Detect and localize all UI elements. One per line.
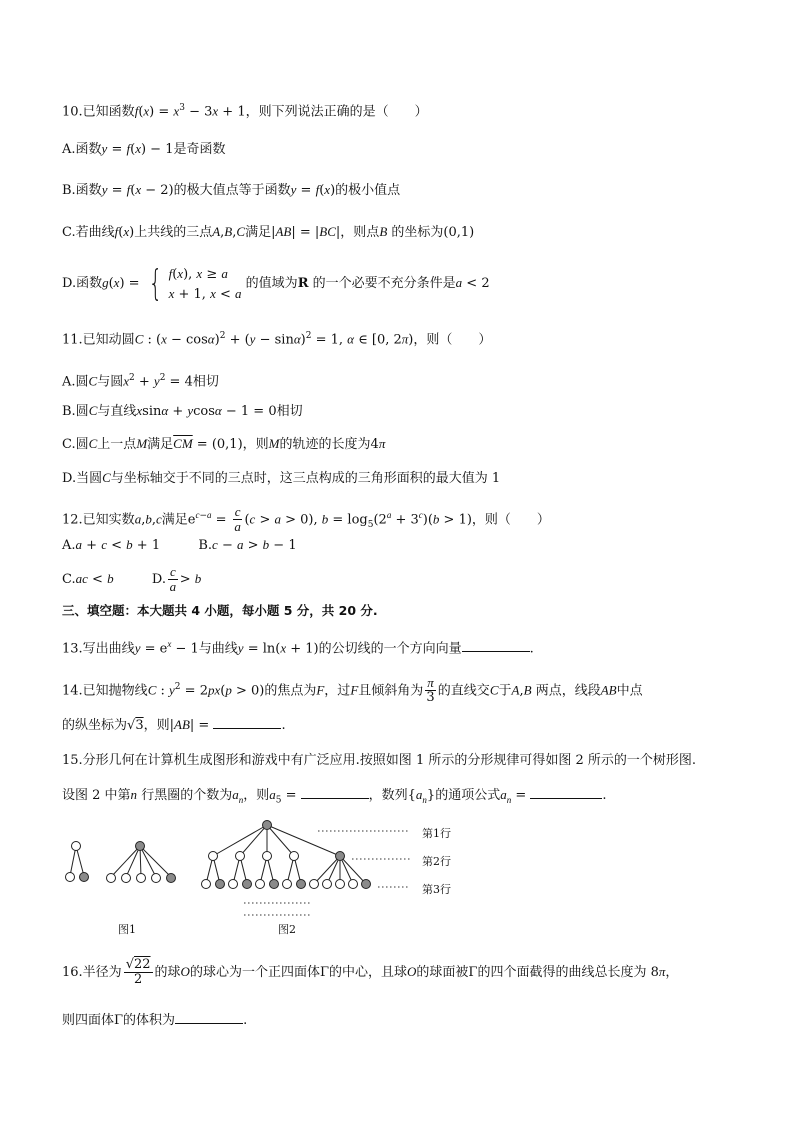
q16-line2: 则四面体Γ的体积为 . [62,1013,248,1028]
q11-stem: 11.已知动圆C : $(x - \cos\alpha)^2 + (y - \sin\alpha)^2 = 1$, α ∈ [0, 2π)，则（ ） [62,331,492,348]
q16-text2: 的球 [154,965,181,980]
q11-stem-text: 11.已知动圆 [62,332,135,348]
q12-options-ab: A.a + c < b + 1 B.c − a > b − 1 [62,537,297,553]
q11-stem-tail: ，则（ ） [413,332,492,348]
q10-d-label: D.函数 [62,276,103,291]
q10-c-text3: ，则点 [340,225,380,240]
q13-text3: 的公切线的一个方向向量 [318,641,462,657]
q14-line1: 14.已知抛物线C : $y^2 = 2px(p > 0)$的焦点为F，过F且倾斜角为 $\frac{\pi}{3}$ 的直线交C于A,B 两点，线段AB中点 [62,675,643,706]
q10-stem-text: 10.已知函数 [62,104,135,120]
q11-b-text: 与直线 [97,404,137,419]
q16-text5: 的球面被 [416,965,469,980]
q12-b-label: B. [198,538,213,553]
q16-line1: 16.半径为 $\frac{√22}{2}$ 的球O的球心为一个正四面体Γ的中心，且球O的球面被Γ的四个面截得的曲线总长度为 8π， [62,957,679,987]
figure-row-1-label: 第1行 [422,827,451,840]
q12-c-label: C. [62,572,76,587]
q15-text3: ，则 [243,788,270,803]
figure-1-circles [66,842,176,883]
q10-c-tail: 的坐标为 [391,225,444,240]
q12-stem-text: 12.已知实数 [62,512,135,528]
figure-row-3-label: 第3行 [422,883,451,896]
q10-b-text: 的极大值点等于函数 [173,183,291,198]
q11-option-b: B.圆C与直线xsinα + ycosα − 1 = 0相切 [62,403,303,419]
q11-b-tail: 相切 [276,404,303,419]
q12-d-label: D. [151,572,166,587]
figure-row-2-label: 第2行 [422,855,451,868]
q12-options-cd: C.ac < b D. $\frac{c}{a}$ > b [62,564,202,594]
q16-text: 16.半径为 [62,965,122,980]
q10-b-tail: 的极小值点 [335,183,401,198]
q11-option-c: C.圆C上一点M满足$\overline{CM} = (0,1)$，则M的轨迹的长度为4π [62,436,386,452]
q12-a-label: A. [62,538,76,553]
q16-answer-blank[interactable] [175,1011,243,1024]
q14-text10: ，则 [143,718,170,733]
q10-option-b: B.函数y = f(x − 2)的极大值点等于函数y = f(x)的极小值点 [62,182,401,198]
q12-stem-text2: 满足 [161,512,188,528]
q11-c-text: 上一点 [97,437,137,452]
q14-line2: 的纵坐标为√3，则|AB| = . [62,717,286,733]
q14-answer-blank[interactable] [213,716,281,729]
q13-text: 13.写出曲线 [62,641,135,657]
q11-option-a: A.圆C与圆$x^2 + y^2 = 4$相切 [62,373,219,390]
q15-line1: 15.分形几何在计算机生成图形和游戏中有广泛应用.按照如图 1 所示的分形规律可得如图 2 所示的一个树形图. [62,753,697,768]
q11-d-text: 与坐标轴交于不同的三点时，这三点构成的三角形面积的最大值为 1 [110,471,501,486]
q15-answer-blank-a5[interactable] [301,786,369,799]
row-guide-lines [244,831,410,915]
q11-a-text: 与圆 [97,374,124,390]
q10-b-label: B.函数 [62,183,102,198]
q14-text7: 两点，线段 [535,683,601,699]
q11-c-label: C.圆 [62,437,89,452]
q10-option-a: A.函数y = f(x) − 1是奇函数 [62,141,226,157]
q16-text3: 的球心为一个正四面体 [189,965,320,980]
q11-d-label: D.当圆 [62,471,103,486]
q11-b-label: B.圆 [62,404,89,419]
q10-stem-tail: ，则下列说法正确的是（ ） [245,104,428,120]
q14-text: 14.已知抛物线 [62,683,148,699]
q10-c-text: 上共线的三点 [134,225,213,240]
q15-end: . [602,788,607,803]
q14-end: . [281,718,286,733]
q13-answer-blank[interactable] [462,639,530,652]
q15-line2: 设图 2 中第n 行黑圈的个数为$a_n$，则$a_5$ = ，数列$\{a_n\}$的通项公式$a_n$ = . [62,787,607,806]
q15-text2: 行黑圈的个数为 [141,788,233,803]
q15-text4: ，数列 [368,788,408,803]
q14-text8: 中点 [616,683,643,699]
q11-option-d: D.当圆C与坐标轴交于不同的三点时，这三点构成的三角形面积的最大值为 1 [62,470,501,486]
q12-stem: 12.已知实数a,b,c满足$e^{c-a}$ = $\frac{c}{a}$ (c > a > 0), $b = \log_5(2^a + 3^c)(b > 1)$，则（ ） [62,504,550,535]
q10-a-label: A.函数 [62,142,102,157]
figure-2-caption: 图2 [278,923,296,936]
q11-a-label: A.圆 [62,374,89,390]
q15-text5: 的通项公式 [435,788,501,803]
q14-text3: ，过 [324,683,351,699]
q16-end: . [243,1013,248,1028]
q10-option-c: C.若曲线f(x)上共线的三点A,B,C满足|AB| = |BC|，则点B 的坐标为(0,1) [62,224,475,240]
q12-stem-tail: ，则（ ） [471,512,550,528]
q14-text4: 且倾斜角为 [358,683,424,699]
q13: 13.写出曲线$y = e^x - 1$与曲线y = ln(x + 1)的公切线的一个方向向量 . [62,639,534,657]
q14-text9: 的纵坐标为 [62,718,128,733]
q16-text8: 的体积为 [123,1013,176,1028]
q15-text: 设图 2 中第 [62,788,131,803]
q11-c-text2: 满足 [147,437,174,452]
q10-c-label: C.若曲线 [62,225,115,240]
q11-a-tail: 相切 [192,374,219,390]
q10-a-text: 是奇函数 [173,142,226,157]
q14-text6: 于 [498,683,512,699]
q11-c-text3: ，则 [242,437,269,452]
q10-stem: 10.已知函数$f(x) = x^3 - 3x + 1$，则下列说法正确的是（ ） [62,103,428,120]
q16-text7: 则四面体 [62,1013,115,1028]
q15-answer-blank-an[interactable] [530,786,602,799]
q10-d-text: 的值域为 [245,276,298,291]
q13-end: . [529,641,534,657]
q16-text4: 的中心，且球 [328,965,407,980]
q10-c-text2: 满足 [245,225,272,240]
q13-text2: 与曲线 [198,641,238,657]
q11-c-tail: 的轨迹的长度为 [279,437,371,452]
q14-text5: 的直线交 [437,683,490,699]
q16-text6: 的四个面截得的曲线总长度为 [477,965,647,980]
section-3-heading: 三、填空题：本大题共 4 小题，每小题 5 分，共 20 分. [62,603,378,618]
figure-1-caption: 图1 [118,923,136,936]
q10-d-tail: 的一个必要不充分条件是 [312,276,456,291]
figure-2-circles [202,821,371,889]
q10-option-d: D.函数g(x) = { f(x), x ≥ a x + 1, x < a 的值域为R 的一个必要不充分条件是a < 2 [62,262,490,304]
q14-text2: 的焦点为 [264,683,317,699]
